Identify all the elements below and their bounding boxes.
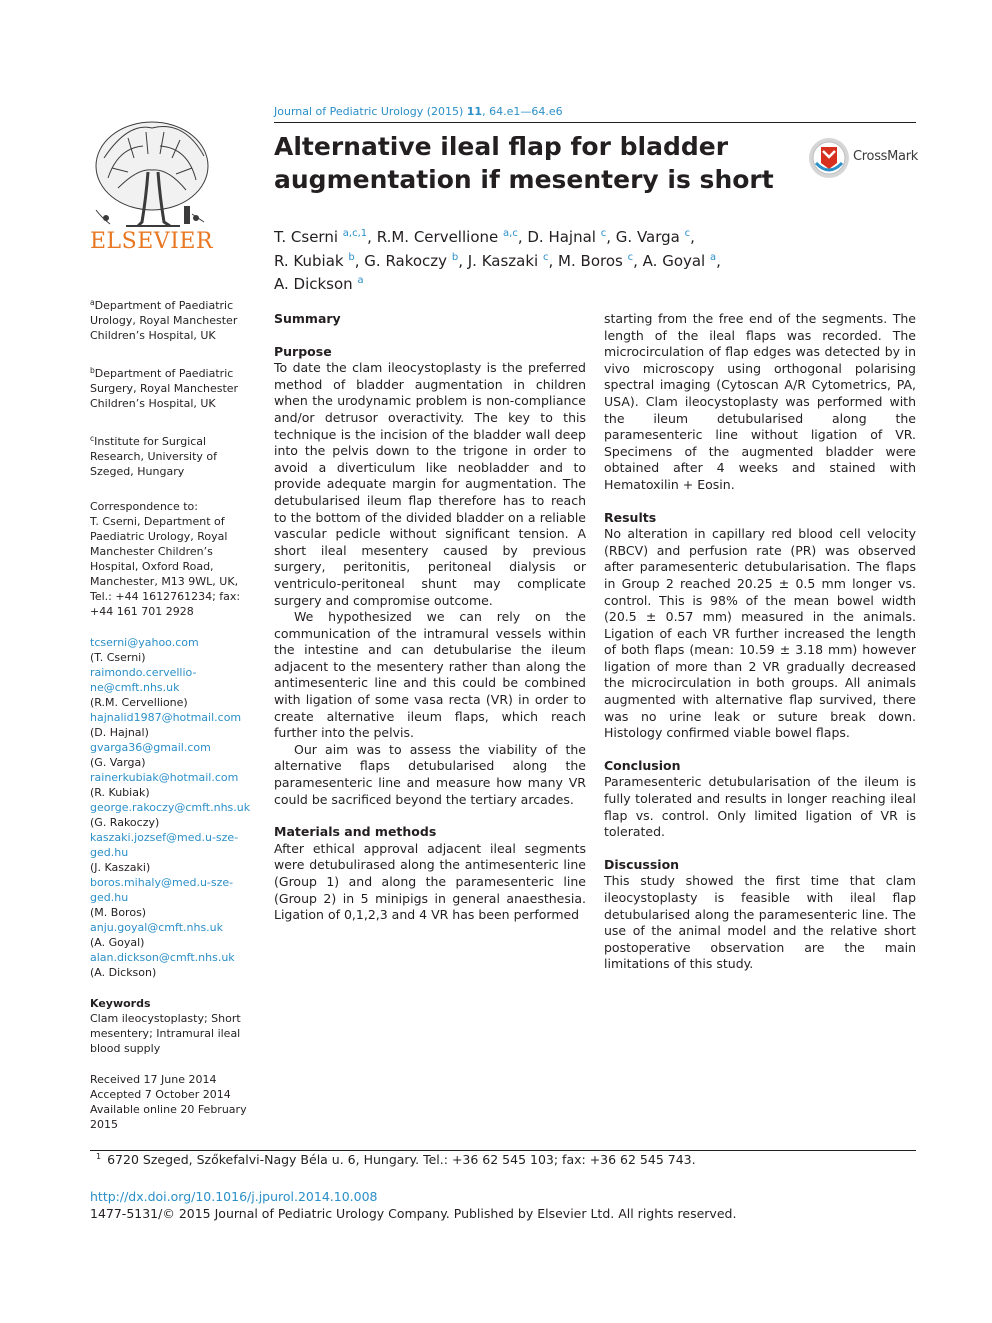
- email-link[interactable]: anju.goyal@cmft.nhs.uk: [90, 921, 224, 934]
- affiliation-text: Department of Paediatric Urology, Royal Manchester Children’s Hospital, UK: [90, 299, 238, 342]
- discussion-heading: Discussion: [604, 856, 680, 872]
- author-separator: ,: [606, 228, 616, 246]
- author-separator: ,: [367, 228, 377, 246]
- crossmark-badge[interactable]: [808, 137, 920, 179]
- author-separator: ,: [716, 251, 721, 270]
- journal-pages: , 64.e1—64.e6: [482, 105, 563, 118]
- purpose-paragraph: Our aim was to assess the viability of the alternative flaps detubularised along the paramesenteric line and measure how many VR could be sacrificed beyond the tertiary arcades.: [274, 741, 586, 807]
- article-title: Alternative ileal flap for bladder augmentation if mesentery is short: [274, 132, 774, 194]
- copyright-line: 1477-5131/© 2015 Journal of Pediatric Urology Company. Published by Elsevier Ltd. All rights reserved.: [90, 1206, 737, 1221]
- correspondence-text: T. Cserni, Department of Paediatric Urology, Royal Manchester Children’s Hospital, Oxford Road, Manchester, M13 9WL, UK, Tel.: +44 1612761234; fax: +44 161 701 2928: [90, 515, 241, 618]
- author-separator: ,: [633, 251, 643, 270]
- summary-column-2: [604, 311, 916, 973]
- author-name: A. Dickson: [274, 275, 353, 293]
- keywords: [90, 996, 260, 1056]
- email-owner: (R. Kubiak): [90, 786, 150, 799]
- author-affiliation-mark[interactable]: a: [357, 275, 364, 286]
- journal-name: Journal of Pediatric Urology (2015): [274, 105, 467, 118]
- journal-citation[interactable]: [274, 105, 563, 118]
- results-paragraph: No alteration in capillary red blood cell velocity (RBCV) and perfusion rate (PR) was observed after paramesenteric detubularisation. The flaps in Group 2 reached 20.25 ± 0.5 mm longer vs. control. This is 98% of the mean bowel width (20.5 ± 0.57 mm) measured in the animals. Ligation of each VR further increased the length of both flaps (mean: 10.59 ± 3.18 mm) however ligation of more than 2 VR gradually decreased the microcirculation in both groups. All animals augmented with alternative flap survived, there was no urine leak or suture break down. Histology confirmed viable bowel flaps.: [604, 526, 916, 741]
- author-separator: ,: [458, 251, 468, 270]
- author-name: G. Varga: [615, 228, 680, 246]
- conclusion-heading: Conclusion: [604, 757, 681, 773]
- conclusion-paragraph: Paramesenteric detubularisation of the ileum is fully tolerated and results in longer reaching ileal flap vs. control. Only limited ligation of VR is tolerated.: [604, 774, 916, 840]
- methods-paragraph-continued: starting from the free end of the segments. The length of the ileal flaps was recorded. The microcirculation of flap edges was detected by in vivo microscopy using orthogonal polarising spectral imaging (Cytoscan A/R Cytometrics, PA, USA). Clam ileocystoplasty was performed with the ileum detubularised along the paramesenteric line without ligation of VR. Specimens of the augmented bladder were obtained after 4 weeks and stained with Hematoxilin + Eosin.: [604, 311, 916, 492]
- date-accepted: Accepted 7 October 2014: [90, 1088, 231, 1101]
- affiliation-mark: a: [90, 298, 95, 307]
- footnote: [96, 1152, 696, 1167]
- email-link[interactable]: kaszaki.jozsef@med.u-sze-ged.hu: [90, 831, 239, 859]
- affiliation-list: [90, 295, 260, 479]
- date-received: Received 17 June 2014: [90, 1073, 217, 1086]
- email-link[interactable]: boros.mihaly@med.u-sze-ged.hu: [90, 876, 234, 904]
- journal-volume: 11: [466, 105, 483, 118]
- keywords-text: Clam ileocystoplasty; Short mesentery; Intramural ileal blood supply: [90, 1012, 241, 1055]
- date-online: Available online 20 February 2015: [90, 1103, 247, 1131]
- purpose-paragraph: We hypothesized we can rely on the communication of the intramural vessels within the intestine and can detubularise the ileum adjacent to the mesentery rather than along the antimesenteric line and this could be combined with ligation of some vasa recta (VR) in order to create alternative ileum flaps, which reach further into the pelvis.: [274, 609, 586, 741]
- footnote-text: 6720 Szeged, Szőkefalvi-Nagy Béla u. 6, Hungary. Tel.: +36 62 545 103; fax: +36 62 545 743.: [107, 1152, 696, 1167]
- footnote-rule: [90, 1150, 916, 1151]
- author-affiliation-mark[interactable]: b: [451, 251, 459, 263]
- author-name: R.M. Cervellione: [376, 228, 499, 246]
- author-name: D. Hajnal: [527, 228, 596, 246]
- author-list: [274, 224, 774, 295]
- summary-column-1: [274, 311, 586, 924]
- sidebar-info: [90, 295, 260, 1132]
- author-affiliation-mark[interactable]: b: [348, 251, 355, 263]
- author-separator: ,: [354, 251, 365, 270]
- purpose-paragraph: To date the clam ileocystoplasty is the preferred method of bladder augmentation in children when the urodynamic problem is non-compliance and/or detrusor overactivity. The key to this technique is the incision of the bladder wall deep into the pelvis down to the trigone in order to avoid a diverticulum like neobladder and to provide adequate margin for augmentation. The detubularised ileum flap therefore has to reach to the bottom of the divided bladder on a reliable vascular pedicle without significant tension. A short ileal mesentery caused by previous surgery, peritonitis, peritoneal dialysis or ventriculo-peritoneal shunt may complicate surgery and compromise outcome.: [274, 360, 586, 608]
- author-name: A. Goyal: [642, 251, 706, 270]
- email-owner: (J. Kaszaki): [90, 861, 151, 874]
- correspondence-label: Correspondence to:: [90, 500, 198, 513]
- methods-paragraph: After ethical approval adjacent ileal segments were detubulirased along the antimesenteric line (Group 1) and along the paramesenteric line (Group 2) in 5 minipigs in general anaesthesia. Ligation of 0,1,2,3 and 4 VR has been performed: [274, 840, 586, 923]
- crossmark-icon: [808, 137, 850, 179]
- email-owner: (M. Boros): [90, 906, 147, 919]
- email-owner: (R.M. Cervellione): [90, 696, 188, 709]
- correspondence: [90, 499, 260, 619]
- author-name: T. Cserni: [274, 228, 339, 246]
- email-link[interactable]: alan.dickson@cmft.nhs.uk: [90, 951, 235, 964]
- discussion-paragraph: This study showed the first time that clam ileocystoplasty is feasible with ileal flap detubularised along the paramesenteric line. The use of the animal model and the relative short postoperative observation are the main limitations of this study.: [604, 873, 916, 972]
- email-link[interactable]: george.rakoczy@cmft.nhs.uk: [90, 801, 251, 814]
- author-name: G. Rakoczy: [364, 251, 448, 270]
- author-affiliation-mark[interactable]: c: [600, 228, 607, 239]
- summary-heading: Summary: [274, 311, 341, 326]
- email-link[interactable]: raimondo.cervellio-ne@cmft.nhs.uk: [90, 666, 197, 694]
- email-owner: (T. Cserni): [90, 651, 146, 664]
- author-name: R. Kubiak: [274, 251, 344, 270]
- footnote-mark: 1: [96, 1152, 102, 1161]
- email-owner: (G. Rakoczy): [90, 816, 160, 829]
- email-owner: (G. Varga): [90, 756, 146, 769]
- affiliation-text: Department of Paediatric Surgery, Royal Manchester Children’s Hospital, UK: [90, 367, 239, 410]
- email-link[interactable]: rainerkubiak@hotmail.com: [90, 771, 239, 784]
- author-separator: ,: [548, 251, 559, 270]
- methods-heading: Materials and methods: [274, 824, 437, 840]
- email-owner: (A. Dickson): [90, 966, 157, 979]
- header-rule: [274, 122, 916, 123]
- email-list: [90, 635, 260, 980]
- crossmark-label: CrossMark: [853, 149, 918, 164]
- affiliation: [90, 295, 260, 343]
- affiliation: [90, 363, 260, 411]
- email-owner: (A. Goyal): [90, 936, 145, 949]
- author-separator: ,: [690, 228, 695, 246]
- doi-link[interactable]: http://dx.doi.org/10.1016/j.jpurol.2014.10.008: [90, 1189, 378, 1204]
- author-name: M. Boros: [558, 251, 623, 270]
- author-separator: ,: [517, 228, 528, 246]
- author-name: J. Kaszaki: [467, 251, 539, 270]
- email-link[interactable]: gvarga36@gmail.com: [90, 741, 211, 754]
- author-affiliation-mark[interactable]: c: [684, 228, 691, 239]
- affiliation-mark: b: [90, 366, 95, 375]
- author-affiliation-mark[interactable]: a,c: [503, 228, 518, 239]
- author-affiliation-mark[interactable]: a,c,1: [342, 228, 368, 239]
- email-link[interactable]: hajnalid1987@hotmail.com: [90, 711, 242, 724]
- affiliation: [90, 431, 260, 479]
- elsevier-wordmark: ELSEVIER: [90, 229, 214, 254]
- author-affiliation-mark[interactable]: c: [627, 251, 634, 263]
- email-link[interactable]: tcserni@yahoo.com: [90, 636, 199, 649]
- affiliation-text: Institute for Surgical Research, University of Szeged, Hungary: [90, 435, 218, 478]
- purpose-heading: Purpose: [274, 343, 332, 359]
- author-affiliation-mark[interactable]: a: [710, 251, 717, 263]
- article-dates: [90, 1072, 260, 1132]
- results-heading: Results: [604, 509, 657, 525]
- keywords-label: Keywords: [90, 997, 151, 1010]
- email-owner: (D. Hajnal): [90, 726, 149, 739]
- affiliation-mark: c: [90, 434, 95, 443]
- author-affiliation-mark[interactable]: c: [543, 251, 549, 263]
